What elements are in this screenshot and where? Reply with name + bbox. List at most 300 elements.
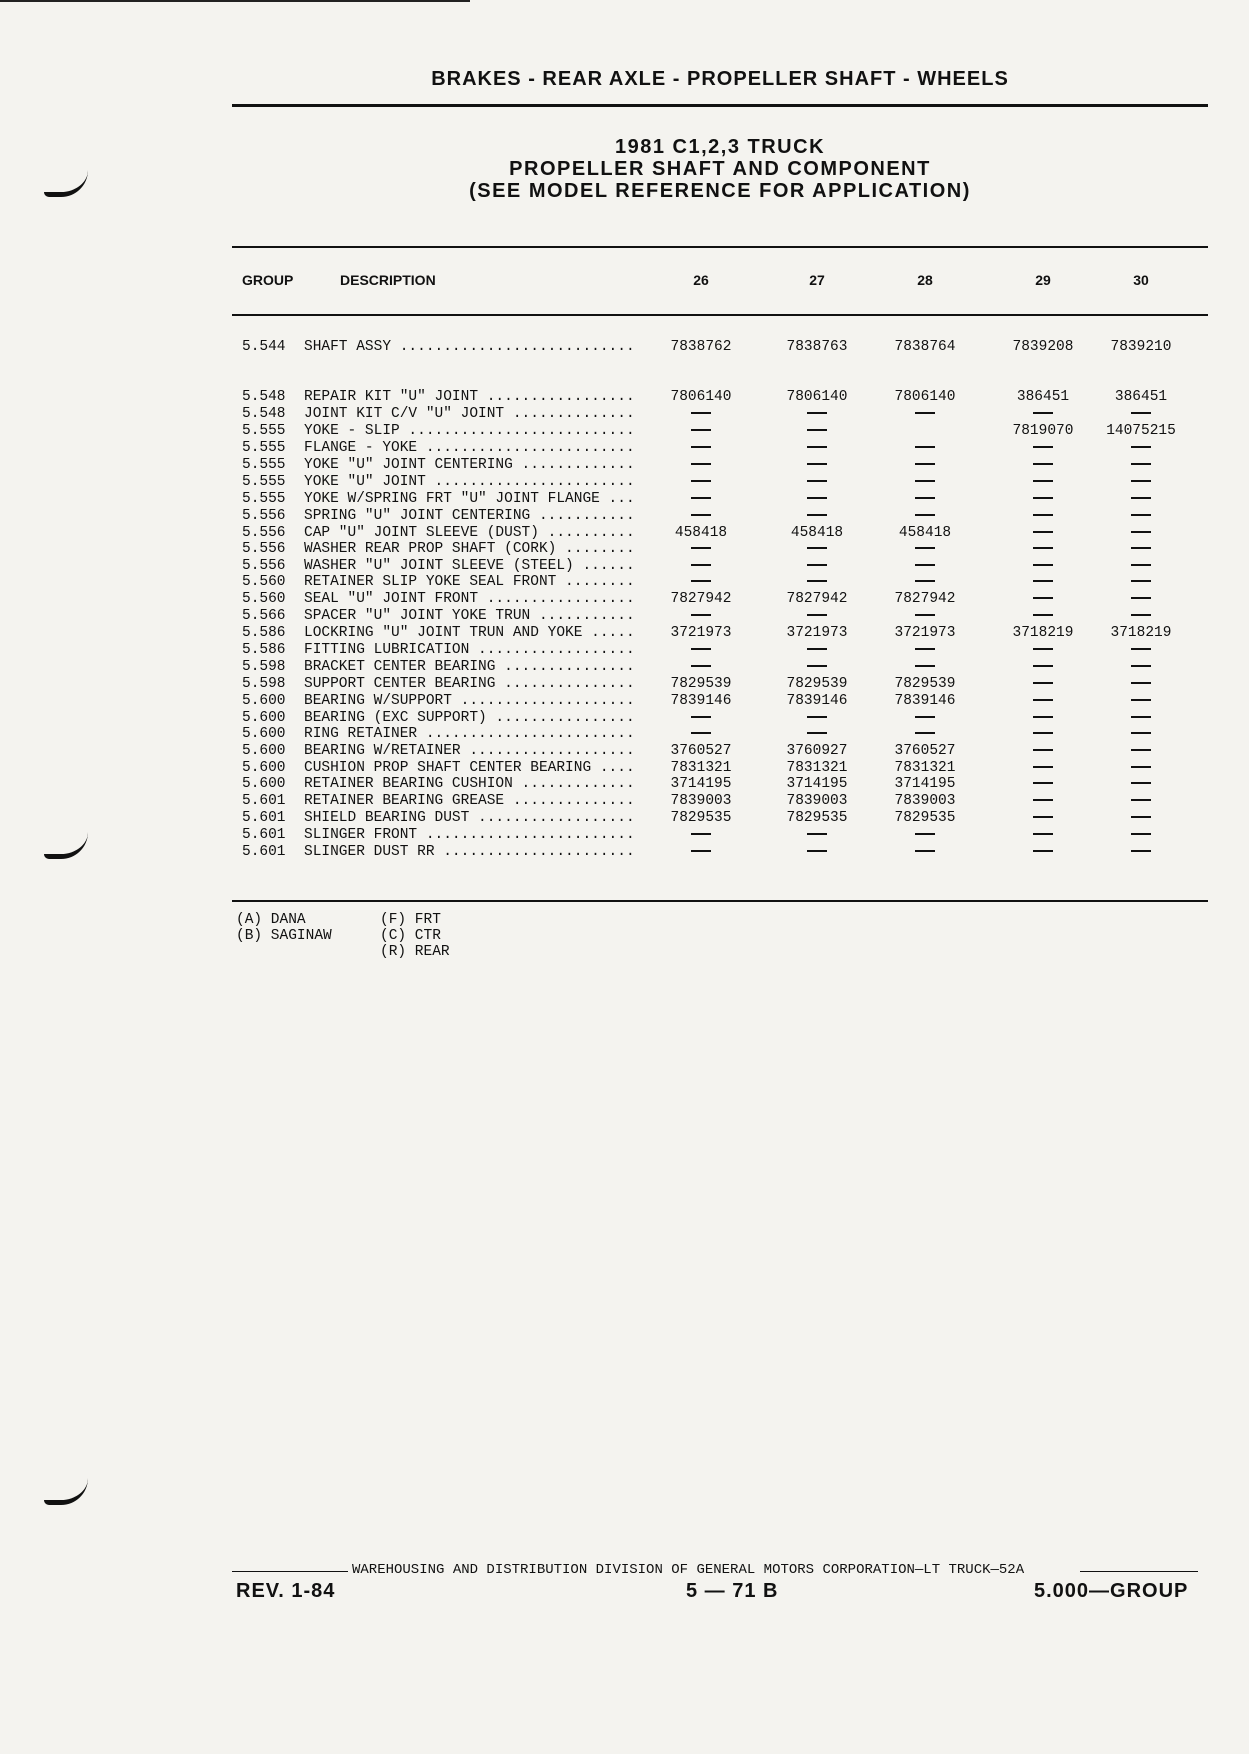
part-number: 7839003 xyxy=(894,793,956,809)
not-applicable-dash xyxy=(993,541,1093,558)
part-number: 7829535 xyxy=(670,810,732,826)
not-applicable-dash xyxy=(875,608,975,625)
table-row xyxy=(0,659,1249,676)
not-applicable-dash xyxy=(651,508,751,525)
not-applicable-dash xyxy=(651,726,751,743)
dash-mark xyxy=(807,614,827,616)
dash-mark xyxy=(915,564,935,566)
not-applicable-dash xyxy=(651,457,751,474)
dash-mark xyxy=(1131,749,1151,751)
dash-mark xyxy=(1033,682,1053,684)
not-applicable-dash xyxy=(651,406,751,423)
part-description: WASHER "U" JOINT SLEEVE (STEEL) ..... xyxy=(304,558,636,575)
not-applicable-dash xyxy=(875,474,975,491)
table-row xyxy=(0,591,1249,608)
dash-mark xyxy=(807,648,827,650)
dash-mark xyxy=(915,716,935,718)
group-number: 5.555 xyxy=(242,491,286,507)
dash-mark xyxy=(1131,799,1151,801)
part-description: BRACKET CENTER BEARING ..... xyxy=(304,659,636,676)
dash-mark xyxy=(691,564,711,566)
group-number: 5.560 xyxy=(242,591,286,607)
not-applicable-dash xyxy=(993,710,1093,727)
table-row xyxy=(0,827,1249,844)
not-applicable-dash xyxy=(993,776,1093,793)
header-col-26: 26 xyxy=(693,272,709,288)
table-row xyxy=(0,710,1249,727)
table-row xyxy=(0,339,1249,356)
part-description: SEAL "U" JOINT FRONT ..... xyxy=(304,591,636,608)
not-applicable-dash xyxy=(651,827,751,844)
footer-rule-left xyxy=(232,1571,348,1572)
dash-mark xyxy=(807,412,827,414)
not-applicable-dash xyxy=(875,508,975,525)
dash-mark xyxy=(1033,749,1053,751)
group-number: 5.586 xyxy=(242,625,286,641)
table-row xyxy=(0,693,1249,710)
table-row xyxy=(0,625,1249,642)
not-applicable-dash xyxy=(875,710,975,727)
part-description: SPACER "U" JOINT YOKE TRUN ..... xyxy=(304,608,636,625)
page-top-edge xyxy=(0,0,470,2)
not-applicable-dash xyxy=(875,491,975,508)
dash-mark xyxy=(807,850,827,852)
part-number: 3714195 xyxy=(894,776,956,792)
dash-mark xyxy=(1131,564,1151,566)
dash-mark xyxy=(691,580,711,582)
not-applicable-dash xyxy=(1091,558,1191,575)
not-applicable-dash xyxy=(1091,760,1191,777)
not-applicable-dash xyxy=(651,608,751,625)
not-applicable-dash xyxy=(875,558,975,575)
part-number: 3721973 xyxy=(894,625,956,641)
dash-mark xyxy=(1131,699,1151,701)
table-row xyxy=(0,406,1249,423)
dash-mark xyxy=(807,429,827,431)
note: (B) SAGINAW xyxy=(236,928,332,944)
not-applicable-dash xyxy=(1091,541,1191,558)
dash-mark xyxy=(915,547,935,549)
table-row xyxy=(0,574,1249,591)
table-row xyxy=(0,676,1249,693)
part-description: RING RETAINER ..... xyxy=(304,726,636,743)
not-applicable-dash xyxy=(1091,525,1191,542)
dash-mark xyxy=(807,497,827,499)
not-applicable-dash xyxy=(767,440,867,457)
part-number: 7819070 xyxy=(1012,423,1074,439)
dash-mark xyxy=(1131,514,1151,516)
dash-mark xyxy=(807,514,827,516)
dash-mark xyxy=(915,480,935,482)
not-applicable-dash xyxy=(1091,440,1191,457)
not-applicable-dash xyxy=(767,423,867,440)
dash-mark xyxy=(915,833,935,835)
dash-mark xyxy=(1131,850,1151,852)
dash-mark xyxy=(691,412,711,414)
not-applicable-dash xyxy=(767,827,867,844)
group-number: 5.601 xyxy=(242,827,286,843)
header-description: DESCRIPTION xyxy=(340,272,436,288)
not-applicable-dash xyxy=(993,693,1093,710)
table-row xyxy=(0,642,1249,659)
not-applicable-dash xyxy=(1091,776,1191,793)
binder-hole-mark-bottom xyxy=(44,1478,88,1505)
not-applicable-dash xyxy=(875,844,975,861)
not-applicable-dash xyxy=(651,541,751,558)
notes-column-1 xyxy=(236,912,332,944)
table-row xyxy=(0,508,1249,525)
dash-mark xyxy=(1131,766,1151,768)
dash-mark xyxy=(915,412,935,414)
dash-mark xyxy=(1033,514,1053,516)
not-applicable-dash xyxy=(651,710,751,727)
dash-mark xyxy=(1131,716,1151,718)
group-number: 5.600 xyxy=(242,776,286,792)
dash-mark xyxy=(807,463,827,465)
dash-mark xyxy=(807,580,827,582)
title-block xyxy=(232,136,1208,202)
part-number: 7831321 xyxy=(894,760,956,776)
table-bottom-rule xyxy=(232,900,1208,902)
table-row xyxy=(0,844,1249,861)
table-row xyxy=(0,474,1249,491)
part-number: 7838763 xyxy=(786,339,848,355)
part-number: 458418 xyxy=(898,525,952,541)
not-applicable-dash xyxy=(993,676,1093,693)
group-number: 5.600 xyxy=(242,710,286,726)
dash-mark xyxy=(691,547,711,549)
dash-mark xyxy=(1131,665,1151,667)
group-number: 5.556 xyxy=(242,525,286,541)
not-applicable-dash xyxy=(1091,591,1191,608)
not-applicable-dash xyxy=(767,406,867,423)
dash-mark xyxy=(1131,816,1151,818)
part-number: 7839146 xyxy=(894,693,956,709)
part-description: REPAIR KIT "U" JOINT ..... xyxy=(304,389,636,406)
table-row xyxy=(0,810,1249,827)
dash-mark xyxy=(915,850,935,852)
note: (C) CTR xyxy=(380,928,441,944)
table-row xyxy=(0,440,1249,457)
part-description: SHIELD BEARING DUST ..... xyxy=(304,810,636,827)
group-number: 5.555 xyxy=(242,423,286,439)
not-applicable-dash xyxy=(993,726,1093,743)
not-applicable-dash xyxy=(993,659,1093,676)
not-applicable-dash xyxy=(1091,491,1191,508)
not-applicable-dash xyxy=(993,760,1093,777)
section-title: BRAKES - REAR AXLE - PROPELLER SHAFT - WHEELS xyxy=(431,68,1009,90)
dash-mark xyxy=(915,665,935,667)
dash-mark xyxy=(915,732,935,734)
part-number: 3760527 xyxy=(894,743,956,759)
part-description: RETAINER BEARING CUSHION ..... xyxy=(304,776,636,793)
dash-mark xyxy=(1033,665,1053,667)
dash-mark xyxy=(1131,597,1151,599)
group-number: 5.600 xyxy=(242,743,286,759)
dash-mark xyxy=(1033,497,1053,499)
dash-mark xyxy=(1131,497,1151,499)
dash-mark xyxy=(1033,597,1053,599)
part-number: 386451 xyxy=(1114,389,1168,405)
header-rule xyxy=(232,104,1208,107)
dash-mark xyxy=(1033,614,1053,616)
note: (A) DANA xyxy=(236,912,306,928)
dash-mark xyxy=(691,514,711,516)
dash-mark xyxy=(1033,648,1053,650)
part-number: 7839003 xyxy=(786,793,848,809)
header-col-27: 27 xyxy=(809,272,825,288)
dash-mark xyxy=(1033,580,1053,582)
not-applicable-dash xyxy=(767,491,867,508)
dash-mark xyxy=(1033,816,1053,818)
dash-mark xyxy=(1131,531,1151,533)
part-number: 7806140 xyxy=(786,389,848,405)
table-row xyxy=(0,608,1249,625)
part-description: CUSHION PROP SHAFT CENTER BEARING ..... xyxy=(304,760,636,777)
notes-column-2 xyxy=(380,912,450,960)
dash-mark xyxy=(1131,480,1151,482)
part-number: 14075215 xyxy=(1106,423,1176,439)
not-applicable-dash xyxy=(1091,574,1191,591)
not-applicable-dash xyxy=(767,541,867,558)
part-description: YOKE "U" JOINT CENTERING ..... xyxy=(304,457,636,474)
not-applicable-dash xyxy=(875,440,975,457)
not-applicable-dash xyxy=(767,726,867,743)
part-description: JOINT KIT C/V "U" JOINT ..... xyxy=(304,406,636,423)
table-row xyxy=(0,525,1249,542)
dash-mark xyxy=(1131,547,1151,549)
not-applicable-dash xyxy=(1091,827,1191,844)
not-applicable-dash xyxy=(993,508,1093,525)
part-description: YOKE W/SPRING FRT "U" JOINT FLANGE ..... xyxy=(304,491,636,508)
dash-mark xyxy=(691,716,711,718)
table-row xyxy=(0,776,1249,793)
part-number: 7839210 xyxy=(1110,339,1172,355)
header-col-28: 28 xyxy=(917,272,933,288)
dash-mark xyxy=(1033,463,1053,465)
not-applicable-dash xyxy=(1091,457,1191,474)
not-applicable-dash xyxy=(767,457,867,474)
part-number: 3721973 xyxy=(670,625,732,641)
not-applicable-dash xyxy=(993,574,1093,591)
dash-mark xyxy=(1033,564,1053,566)
part-number: 7838764 xyxy=(894,339,956,355)
dash-mark xyxy=(691,429,711,431)
not-applicable-dash xyxy=(875,659,975,676)
dash-mark xyxy=(915,446,935,448)
dash-mark xyxy=(691,732,711,734)
group-number: 5.544 xyxy=(242,339,286,355)
not-applicable-dash xyxy=(1091,659,1191,676)
dash-mark xyxy=(1033,480,1053,482)
not-applicable-dash xyxy=(993,608,1093,625)
part-number: 7838762 xyxy=(670,339,732,355)
title-line-1: 1981 C1,2,3 TRUCK xyxy=(614,136,826,158)
group-number: 5.566 xyxy=(242,608,286,624)
dash-mark xyxy=(1033,446,1053,448)
not-applicable-dash xyxy=(1091,693,1191,710)
not-applicable-dash xyxy=(993,491,1093,508)
part-number: 7827942 xyxy=(670,591,732,607)
not-applicable-dash xyxy=(993,743,1093,760)
header-col-29: 29 xyxy=(1035,272,1051,288)
table-row xyxy=(0,558,1249,575)
part-number: 3714195 xyxy=(670,776,732,792)
not-applicable-dash xyxy=(767,558,867,575)
table-row xyxy=(0,491,1249,508)
not-applicable-dash xyxy=(651,642,751,659)
part-description: FLANGE - YOKE ..... xyxy=(304,440,636,457)
dash-mark xyxy=(691,497,711,499)
not-applicable-dash xyxy=(767,710,867,727)
part-description: RETAINER SLIP YOKE SEAL FRONT ..... xyxy=(304,574,636,591)
dash-mark xyxy=(1033,782,1053,784)
part-description: LOCKRING "U" JOINT TRUN AND YOKE ..... xyxy=(304,625,636,642)
not-applicable-dash xyxy=(767,474,867,491)
part-description: CAP "U" JOINT SLEEVE (DUST) ..... xyxy=(304,525,636,542)
table-top-rule xyxy=(232,246,1208,248)
title-line-3: (SEE MODEL REFERENCE FOR APPLICATION) xyxy=(469,180,971,202)
group-number: 5.601 xyxy=(242,844,286,860)
dash-mark xyxy=(1131,833,1151,835)
not-applicable-dash xyxy=(875,827,975,844)
dash-mark xyxy=(1131,412,1151,414)
part-description: RETAINER BEARING GREASE ..... xyxy=(304,793,636,810)
group-number: 5.556 xyxy=(242,508,286,524)
not-applicable-dash xyxy=(875,574,975,591)
table-row xyxy=(0,389,1249,406)
dash-mark xyxy=(807,833,827,835)
dash-mark xyxy=(1131,446,1151,448)
header-col-30: 30 xyxy=(1133,272,1149,288)
not-applicable-dash xyxy=(1091,474,1191,491)
dash-mark xyxy=(1131,732,1151,734)
not-applicable-dash xyxy=(1091,844,1191,861)
dash-mark xyxy=(691,833,711,835)
not-applicable-dash xyxy=(767,642,867,659)
dash-mark xyxy=(1033,850,1053,852)
not-applicable-dash xyxy=(875,642,975,659)
part-number: 7827942 xyxy=(894,591,956,607)
group-number: 5.556 xyxy=(242,558,286,574)
not-applicable-dash xyxy=(767,508,867,525)
table-row xyxy=(0,457,1249,474)
dash-mark xyxy=(691,850,711,852)
table-row xyxy=(0,423,1249,440)
dash-mark xyxy=(1131,614,1151,616)
dash-mark xyxy=(1131,682,1151,684)
dash-mark xyxy=(691,463,711,465)
part-number: 7829539 xyxy=(894,676,956,692)
not-applicable-dash xyxy=(1091,793,1191,810)
not-applicable-dash xyxy=(993,406,1093,423)
not-applicable-dash xyxy=(651,423,751,440)
group-number: 5.556 xyxy=(242,541,286,557)
dash-mark xyxy=(915,648,935,650)
dash-mark xyxy=(807,732,827,734)
dash-mark xyxy=(1131,463,1151,465)
part-number: 7827942 xyxy=(786,591,848,607)
header-group: GROUP xyxy=(242,272,294,288)
part-description: BEARING W/SUPPORT ..... xyxy=(304,693,636,710)
group-number: 5.555 xyxy=(242,457,286,473)
not-applicable-dash xyxy=(993,810,1093,827)
dash-mark xyxy=(807,547,827,549)
dash-mark xyxy=(691,614,711,616)
not-applicable-dash xyxy=(1091,608,1191,625)
group-number: 5.560 xyxy=(242,574,286,590)
dash-mark xyxy=(915,463,935,465)
part-number: 3714195 xyxy=(786,776,848,792)
not-applicable-dash xyxy=(651,491,751,508)
not-applicable-dash xyxy=(993,642,1093,659)
not-applicable-dash xyxy=(767,844,867,861)
not-applicable-dash xyxy=(875,406,975,423)
dash-mark xyxy=(807,564,827,566)
part-description: SLINGER DUST RR ..... xyxy=(304,844,636,861)
part-number: 7829539 xyxy=(786,676,848,692)
group-number: 5.586 xyxy=(242,642,286,658)
not-applicable-dash xyxy=(1091,508,1191,525)
part-number: 3760527 xyxy=(670,743,732,759)
group-number: 5.601 xyxy=(242,793,286,809)
footer-page-number: 5 — 71 B xyxy=(686,1580,779,1602)
not-applicable-dash xyxy=(993,474,1093,491)
group-number: 5.555 xyxy=(242,440,286,456)
group-number: 5.601 xyxy=(242,810,286,826)
part-number: 386451 xyxy=(1016,389,1070,405)
dash-mark xyxy=(1033,799,1053,801)
not-applicable-dash xyxy=(993,827,1093,844)
group-number: 5.598 xyxy=(242,659,286,675)
not-applicable-dash xyxy=(1091,743,1191,760)
dash-mark xyxy=(915,514,935,516)
dash-mark xyxy=(691,648,711,650)
table-row xyxy=(0,793,1249,810)
part-number: 7829535 xyxy=(786,810,848,826)
not-applicable-dash xyxy=(651,440,751,457)
group-number: 5.600 xyxy=(242,693,286,709)
table-header-rule xyxy=(232,314,1208,316)
part-description: SLINGER FRONT ..... xyxy=(304,827,636,844)
part-number: 7831321 xyxy=(670,760,732,776)
part-description: SPRING "U" JOINT CENTERING ..... xyxy=(304,508,636,525)
not-applicable-dash xyxy=(1091,726,1191,743)
not-applicable-dash xyxy=(651,844,751,861)
part-description: SUPPORT CENTER BEARING ..... xyxy=(304,676,636,693)
dash-mark xyxy=(691,446,711,448)
dash-mark xyxy=(807,480,827,482)
dash-mark xyxy=(1033,766,1053,768)
part-number: 7839146 xyxy=(670,693,732,709)
not-applicable-dash xyxy=(767,608,867,625)
dash-mark xyxy=(1033,412,1053,414)
group-number: 5.598 xyxy=(242,676,286,692)
group-number: 5.555 xyxy=(242,474,286,490)
not-applicable-dash xyxy=(767,574,867,591)
group-number: 5.600 xyxy=(242,726,286,742)
not-applicable-dash xyxy=(993,591,1093,608)
not-applicable-dash xyxy=(651,558,751,575)
part-description: BEARING W/RETAINER ..... xyxy=(304,743,636,760)
part-description: YOKE - SLIP ..... xyxy=(304,423,636,440)
footer-group: 5.000—GROUP xyxy=(1034,1580,1189,1602)
not-applicable-dash xyxy=(651,474,751,491)
group-number: 5.548 xyxy=(242,406,286,422)
part-number: 3721973 xyxy=(786,625,848,641)
dash-mark xyxy=(691,480,711,482)
dash-mark xyxy=(1033,699,1053,701)
